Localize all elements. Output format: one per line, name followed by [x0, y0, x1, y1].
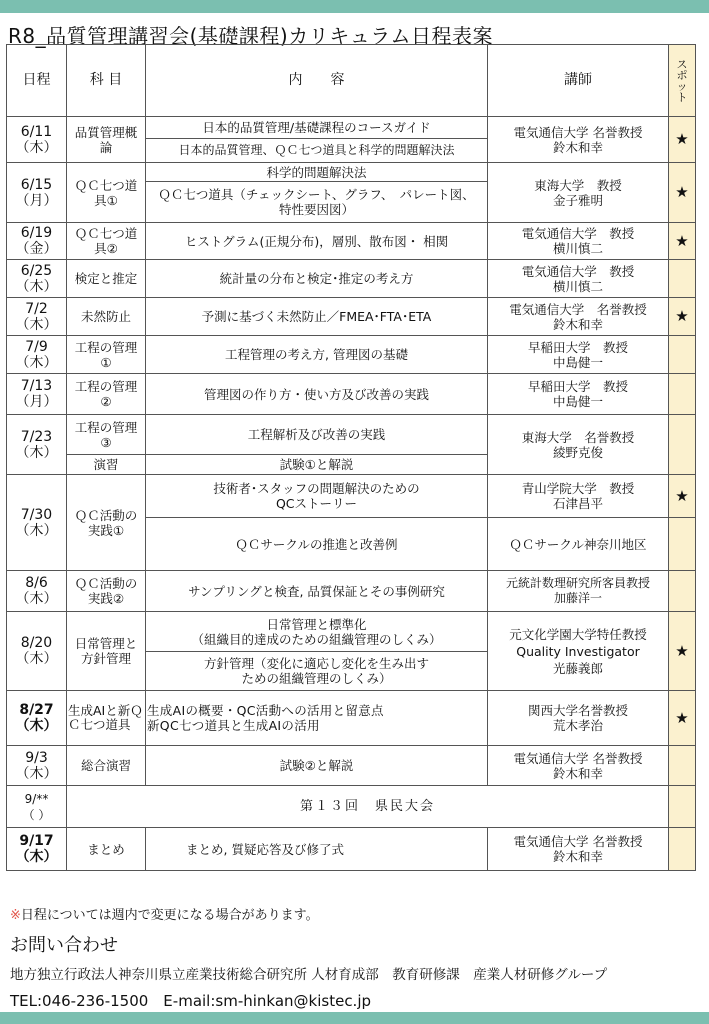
row-subject: 総合演習	[67, 746, 146, 786]
row-lecturer: ＱＣサークル神奈川地区	[488, 518, 669, 571]
top-accent-bar	[0, 0, 709, 13]
row-date: 7/9 （木）	[7, 336, 67, 374]
row-content: 日常管理と標準化 （組織目的達成のための組織管理のしくみ）	[146, 612, 488, 652]
spot-star: ★	[669, 223, 696, 260]
row-content: ヒストグラム(正規分布)，層別、散布図・ 相関	[146, 223, 488, 260]
row-subject: 工程の管理 ③	[67, 415, 146, 455]
row-content: 試験②と解説	[146, 746, 488, 786]
spot-cell	[669, 374, 696, 415]
contact-organization: 地方独立行政法人神奈川県立産業技術総合研究所 人材育成部 教育研修課 産業人材研修グループ	[10, 967, 608, 983]
row-content: 日本的品質管理、ＱＣ七つ道具と科学的問題解決法	[146, 139, 488, 163]
table-row	[7, 415, 696, 455]
table-header-row	[7, 45, 696, 117]
row-lecturer: 電気通信大学 名誉教授 鈴木和幸	[488, 117, 669, 163]
row-lecturer: 東海大学 名誉教授 綾野克俊	[488, 415, 669, 475]
row-subject: ＱＣ活動の 実践①	[67, 475, 146, 571]
table-row	[7, 298, 696, 336]
header-subject: 科 目	[67, 45, 146, 117]
row-lecturer: 東海大学 教授 金子雅明	[488, 163, 669, 223]
row-subject: 生成AIと新ＱＣ七つ道具	[67, 691, 146, 746]
spot-cell	[669, 260, 696, 298]
header-date: 日程	[7, 45, 67, 117]
row-content: 工程管理の考え方, 管理図の基礎	[146, 336, 488, 374]
row-lecturer: 電気通信大学 教授 横川慎二	[488, 260, 669, 298]
row-subject: ＱＣ活動の 実践②	[67, 571, 146, 612]
spot-star: ★	[669, 298, 696, 336]
row-lecturer: 電気通信大学 名誉教授 鈴木和幸	[488, 298, 669, 336]
row-content: サンプリングと検査, 品質保証とその事例研究	[146, 571, 488, 612]
table-row	[7, 786, 696, 828]
header-lecturer: 講師	[488, 45, 669, 117]
table-row	[7, 223, 696, 260]
row-date: 7/2 （木）	[7, 298, 67, 336]
row-subject: ＱＣ七つ道 具①	[67, 163, 146, 223]
spot-cell	[669, 828, 696, 871]
row-content: 生成AIの概要・QC活動への活用と留意点 新QC七つ道具と生成AIの活用	[146, 691, 488, 746]
table-row	[7, 336, 696, 374]
row-date: 7/30 （木）	[7, 475, 67, 571]
header-content: 内 容	[146, 45, 488, 117]
row-date: 6/15 （月）	[7, 163, 67, 223]
spot-cell	[669, 415, 696, 475]
row-subject: 工程の管理 ②	[67, 374, 146, 415]
row-date: 7/13 （月）	[7, 374, 67, 415]
row-lecturer: 元文化学園大学特任教授 Quality Investigator 光藤義郎	[488, 612, 669, 691]
row-lecturer: 電気通信大学 名誉教授 鈴木和幸	[488, 746, 669, 786]
table-row	[7, 828, 696, 871]
header-spot: スポット	[669, 45, 696, 117]
row-subject: ＱＣ七つ道 具②	[67, 223, 146, 260]
spot-star: ★	[669, 163, 696, 223]
row-date: 6/11 （木）	[7, 117, 67, 163]
schedule-table	[6, 44, 696, 871]
row-subject: 演習	[67, 455, 146, 475]
table-row	[7, 374, 696, 415]
table-row	[7, 117, 696, 139]
row-content: 管理図の作り方・使い方及び改善の実践	[146, 374, 488, 415]
spot-cell	[669, 746, 696, 786]
spot-cell	[669, 571, 696, 612]
row-subject: まとめ	[67, 828, 146, 871]
row-content: 工程解析及び改善の実践	[146, 415, 488, 455]
row-date: 8/27 （木）	[7, 691, 67, 746]
schedule-note	[10, 904, 319, 923]
table-row	[7, 571, 696, 612]
bottom-accent-bar	[0, 1012, 709, 1024]
row-lecturer: 元統計数理研究所客員教授 加藤洋一	[488, 571, 669, 612]
table-row	[7, 260, 696, 298]
spot-star: ★	[669, 475, 696, 518]
row-content: 科学的問題解決法	[146, 163, 488, 182]
spot-star: ★	[669, 612, 696, 691]
row-lecturer: 関西大学名誉教授 荒木孝治	[488, 691, 669, 746]
row-lecturer: 早稲田大学 教授 中島健一	[488, 336, 669, 374]
row-subject: 未然防止	[67, 298, 146, 336]
table-row	[7, 691, 696, 746]
contact-tel-email: TEL:046-236-1500 E-mail:sm-hinkan@kistec.jp	[10, 992, 372, 1010]
row-lecturer: 電気通信大学 名誉教授 鈴木和幸	[488, 828, 669, 871]
spot-cell	[669, 336, 696, 374]
spot-star: ★	[669, 117, 696, 163]
row-content: ＱＣ七つ道具（チェックシート、グラフ、 パレート図、 特性要因図）	[146, 182, 488, 223]
row-date: 9/3 （木）	[7, 746, 67, 786]
contact-heading: お問い合わせ	[10, 935, 118, 956]
row-content: 方針管理（変化に適応し変化を生み出す ための組織管理のしくみ）	[146, 652, 488, 691]
table-row	[7, 163, 696, 182]
row-date: 9/17 （木）	[7, 828, 67, 871]
row-date: 6/19 （金）	[7, 223, 67, 260]
spot-cell	[669, 518, 696, 571]
row-content: まとめ, 質疑応答及び修了式	[146, 828, 488, 871]
row-lecturer: 早稲田大学 教授 中島健一	[488, 374, 669, 415]
row-subject: 検定と推定	[67, 260, 146, 298]
row-lecturer: 電気通信大学 教授 横川慎二	[488, 223, 669, 260]
table-row	[7, 475, 696, 518]
row-date: 6/25 （木）	[7, 260, 67, 298]
row-subject: 工程の管理 ①	[67, 336, 146, 374]
row-lecturer: 青山学院大学 教授 石津昌平	[488, 475, 669, 518]
row-date: 9/** （ ）	[7, 786, 67, 828]
row-date: 7/23 （木）	[7, 415, 67, 475]
table-row	[7, 612, 696, 652]
event-cell: 第１３回 県民大会	[67, 786, 669, 828]
row-content: 日本的品質管理/基礎課程のコースガイド	[146, 117, 488, 139]
row-subject: 品質管理概 論	[67, 117, 146, 163]
note-mark: ※	[10, 908, 21, 923]
note-text: 日程については週内で変更になる場合があります。	[20, 908, 319, 923]
row-content: 試験①と解説	[146, 455, 488, 475]
row-date: 8/20 （木）	[7, 612, 67, 691]
row-content: 技術者･スタッフの問題解決のための QCストーリー	[146, 475, 488, 518]
row-content: 予測に基づく未然防止／FMEA･FTA･ETA	[146, 298, 488, 336]
spot-cell	[669, 786, 696, 828]
row-content: ＱＣサークルの推進と改善例	[146, 518, 488, 571]
spot-star: ★	[669, 691, 696, 746]
page-title: R8_品質管理講習会(基礎課程)カリキュラム日程表案	[8, 24, 494, 48]
row-content: 統計量の分布と検定･推定の考え方	[146, 260, 488, 298]
table-row	[7, 746, 696, 786]
row-subject: 日常管理と 方針管理	[67, 612, 146, 691]
row-date: 8/6 （木）	[7, 571, 67, 612]
